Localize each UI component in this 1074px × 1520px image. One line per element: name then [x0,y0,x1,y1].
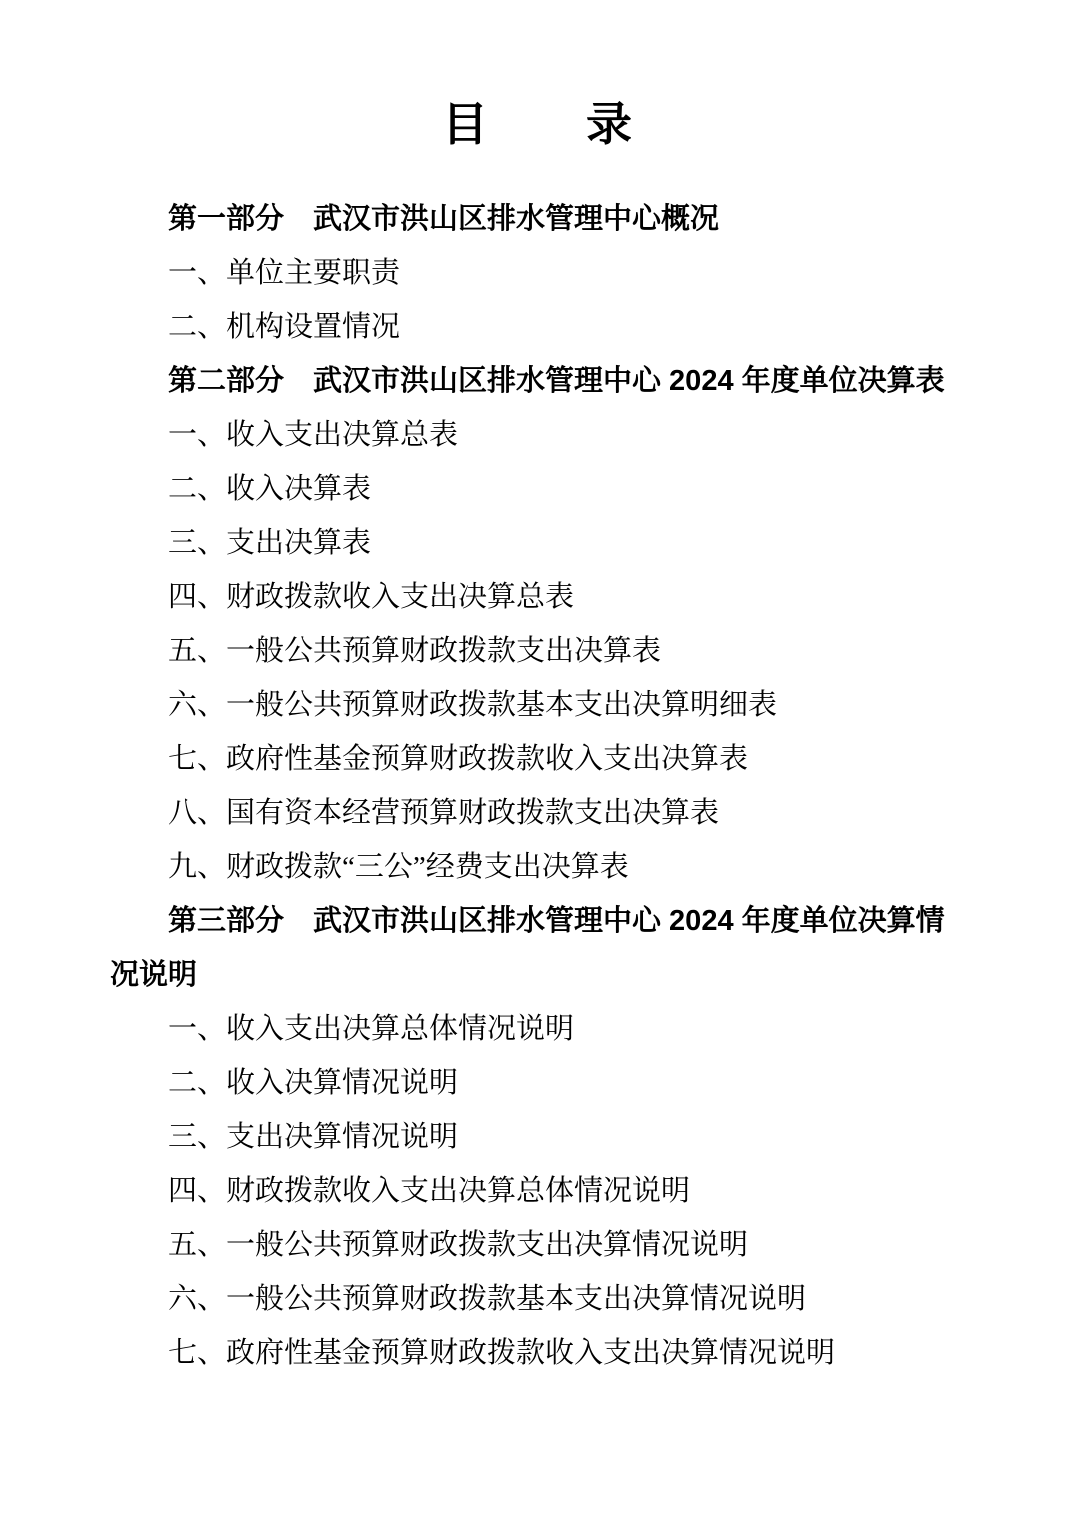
toc-section-1-heading: 第一部分 武汉市洪山区排水管理中心概况 [168,203,720,235]
toc-item: 一、收入支出决算总表 [168,419,459,451]
toc [110,192,966,1380]
toc-item: 二、机构设置情况 [168,311,401,343]
toc-item: 六、一般公共预算财政拨款基本支出决算明细表 [168,689,778,721]
page-title: 目 录 [442,98,634,150]
toc-item: 五、一般公共预算财政拨款支出决算情况说明 [168,1229,749,1261]
toc-item: 四、财政拨款收入支出决算总体情况说明 [168,1175,691,1207]
toc-item: 八、国有资本经营预算财政拨款支出决算表 [168,797,720,829]
toc-item: 七、政府性基金预算财政拨款收入支出决算情况说明 [168,1337,836,1369]
toc-item: 三、支出决算表 [168,527,372,559]
toc-item: 七、政府性基金预算财政拨款收入支出决算表 [168,743,749,775]
toc-item: 一、收入支出决算总体情况说明 [168,1013,575,1045]
toc-section-3-heading: 第三部分 武汉市洪山区排水管理中心 2024 年度单位决算情况说明 [110,905,945,991]
toc-section-2-heading: 第二部分 武汉市洪山区排水管理中心 2024 年度单位决算表 [168,365,945,397]
toc-item: 九、财政拨款“三公”经费支出决算表 [168,851,629,883]
toc-item: 四、财政拨款收入支出决算总表 [168,581,575,613]
toc-item: 五、一般公共预算财政拨款支出决算表 [168,635,662,667]
toc-item: 二、收入决算情况说明 [168,1067,459,1099]
toc-item: 三、支出决算情况说明 [168,1121,459,1153]
toc-item: 六、一般公共预算财政拨款基本支出决算情况说明 [168,1283,807,1315]
toc-item: 二、收入决算表 [168,473,372,505]
toc-item: 一、单位主要职责 [168,257,401,289]
